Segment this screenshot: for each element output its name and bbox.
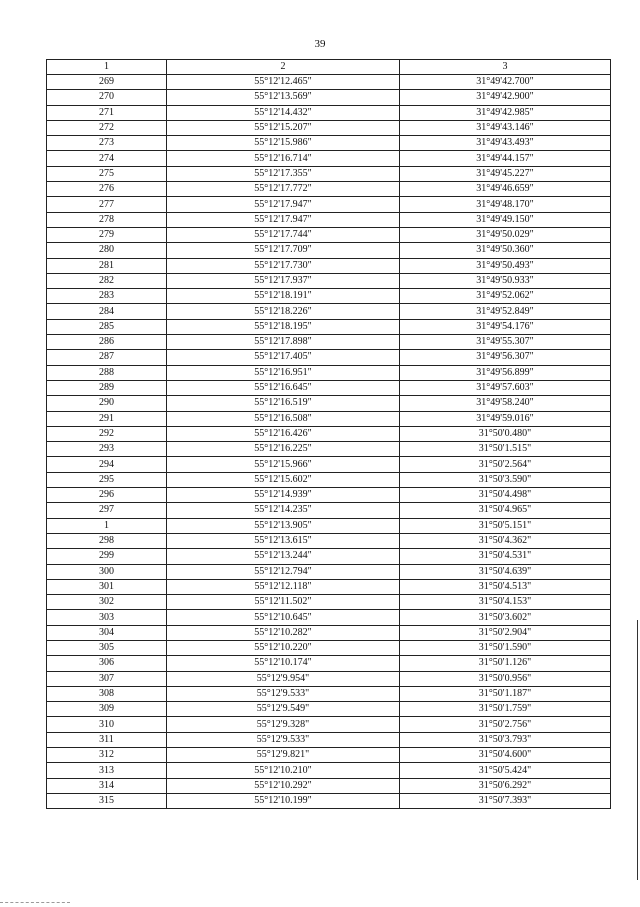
table-row [47,90,611,105]
table-row [47,595,611,610]
longitude-cell: 31°50'5.151" [400,518,611,533]
table-row [47,350,611,365]
point-number-cell: 1 [47,518,167,533]
latitude-cell: 55°12'15.602" [167,472,400,487]
point-number-cell: 291 [47,411,167,426]
latitude-cell: 55°12'16.645" [167,380,400,395]
margin-line [637,620,638,880]
point-number-cell: 314 [47,778,167,793]
latitude-cell: 55°12'17.772" [167,182,400,197]
longitude-cell: 31°50'3.793" [400,732,611,747]
latitude-cell: 55°12'9.533" [167,732,400,747]
table-row [47,426,611,441]
point-number-cell: 298 [47,533,167,548]
latitude-cell: 55°12'17.744" [167,227,400,242]
longitude-cell: 31°50'4.362" [400,533,611,548]
point-number-cell: 283 [47,289,167,304]
point-number-cell: 273 [47,136,167,151]
point-number-cell: 307 [47,671,167,686]
longitude-cell: 31°49'50.933" [400,273,611,288]
table-row [47,503,611,518]
point-number-cell: 276 [47,182,167,197]
longitude-cell: 31°50'1.515" [400,442,611,457]
footer-rule [0,902,70,903]
latitude-cell: 55°12'12.118" [167,579,400,594]
latitude-cell: 55°12'9.533" [167,686,400,701]
column-header-number: 1 [47,60,167,75]
latitude-cell: 55°12'10.645" [167,610,400,625]
table-row [47,640,611,655]
longitude-cell: 31°50'2.564" [400,457,611,472]
longitude-cell: 31°49'43.146" [400,120,611,135]
point-number-cell: 312 [47,748,167,763]
latitude-cell: 55°12'17.730" [167,258,400,273]
point-number-cell: 304 [47,625,167,640]
latitude-cell: 55°12'18.195" [167,319,400,334]
latitude-cell: 55°12'17.709" [167,243,400,258]
table-row [47,396,611,411]
point-number-cell: 294 [47,457,167,472]
point-number-cell: 285 [47,319,167,334]
point-number-cell: 311 [47,732,167,747]
table-row [47,243,611,258]
point-number-cell: 281 [47,258,167,273]
table-row [47,533,611,548]
table-row [47,732,611,747]
column-header-longitude: 3 [400,60,611,75]
longitude-cell: 31°49'52.849" [400,304,611,319]
longitude-cell: 31°49'58.240" [400,396,611,411]
table-row [47,227,611,242]
point-number-cell: 282 [47,273,167,288]
table-row [47,335,611,350]
longitude-cell: 31°49'56.307" [400,350,611,365]
table-row [47,105,611,120]
point-number-cell: 293 [47,442,167,457]
latitude-cell: 55°12'16.426" [167,426,400,441]
longitude-cell: 31°50'3.590" [400,472,611,487]
table-row [47,472,611,487]
longitude-cell: 31°49'49.150" [400,212,611,227]
latitude-cell: 55°12'12.465" [167,75,400,90]
point-number-cell: 300 [47,564,167,579]
table-row [47,304,611,319]
latitude-cell: 55°12'10.174" [167,656,400,671]
latitude-cell: 55°12'16.225" [167,442,400,457]
longitude-cell: 31°49'50.029" [400,227,611,242]
page-number: 39 [314,38,326,50]
latitude-cell: 55°12'10.199" [167,793,400,808]
longitude-cell: 31°50'4.513" [400,579,611,594]
latitude-cell: 55°12'16.951" [167,365,400,380]
longitude-cell: 31°50'4.965" [400,503,611,518]
point-number-cell: 269 [47,75,167,90]
point-number-cell: 280 [47,243,167,258]
table-row [47,686,611,701]
longitude-cell: 31°50'4.153" [400,595,611,610]
point-number-cell: 295 [47,472,167,487]
latitude-cell: 55°12'17.947" [167,212,400,227]
latitude-cell: 55°12'17.355" [167,166,400,181]
table-row [47,166,611,181]
latitude-cell: 55°12'18.226" [167,304,400,319]
latitude-cell: 55°12'17.947" [167,197,400,212]
point-number-cell: 290 [47,396,167,411]
table-row [47,289,611,304]
latitude-cell: 55°12'18.191" [167,289,400,304]
longitude-cell: 31°50'5.424" [400,763,611,778]
longitude-cell: 31°50'6.292" [400,778,611,793]
table-row [47,136,611,151]
latitude-cell: 55°12'13.569" [167,90,400,105]
point-number-cell: 287 [47,350,167,365]
table-header-row [47,60,611,75]
table-row [47,319,611,334]
latitude-cell: 55°12'10.210" [167,763,400,778]
point-number-cell: 296 [47,488,167,503]
point-number-cell: 297 [47,503,167,518]
longitude-cell: 31°49'42.700" [400,75,611,90]
point-number-cell: 303 [47,610,167,625]
longitude-cell: 31°49'45.227" [400,166,611,181]
longitude-cell: 31°49'56.899" [400,365,611,380]
point-number-cell: 306 [47,656,167,671]
latitude-cell: 55°12'13.244" [167,549,400,564]
table-row [47,182,611,197]
point-number-cell: 305 [47,640,167,655]
point-number-cell: 284 [47,304,167,319]
table-row [47,457,611,472]
longitude-cell: 31°49'59.016" [400,411,611,426]
latitude-cell: 55°12'13.905" [167,518,400,533]
table-row [47,610,611,625]
point-number-cell: 313 [47,763,167,778]
point-number-cell: 309 [47,702,167,717]
longitude-cell: 31°49'54.176" [400,319,611,334]
longitude-cell: 31°50'0.480" [400,426,611,441]
table-row [47,702,611,717]
longitude-cell: 31°49'55.307" [400,335,611,350]
coordinates-table [46,59,611,809]
longitude-cell: 31°50'4.531" [400,549,611,564]
point-number-cell: 272 [47,120,167,135]
longitude-cell: 31°49'43.493" [400,136,611,151]
latitude-cell: 55°12'14.939" [167,488,400,503]
point-number-cell: 286 [47,335,167,350]
latitude-cell: 55°12'16.508" [167,411,400,426]
point-number-cell: 274 [47,151,167,166]
table-row [47,656,611,671]
latitude-cell: 55°12'10.292" [167,778,400,793]
table-row [47,717,611,732]
latitude-cell: 55°12'9.954" [167,671,400,686]
longitude-cell: 31°50'3.602" [400,610,611,625]
point-number-cell: 299 [47,549,167,564]
table-row [47,625,611,640]
table-row [47,442,611,457]
longitude-cell: 31°50'2.756" [400,717,611,732]
point-number-cell: 292 [47,426,167,441]
latitude-cell: 55°12'10.282" [167,625,400,640]
column-header-latitude: 2 [167,60,400,75]
latitude-cell: 55°12'16.714" [167,151,400,166]
point-number-cell: 271 [47,105,167,120]
point-number-cell: 315 [47,793,167,808]
point-number-cell: 308 [47,686,167,701]
latitude-cell: 55°12'15.207" [167,120,400,135]
latitude-cell: 55°12'14.235" [167,503,400,518]
point-number-cell: 278 [47,212,167,227]
table-row [47,748,611,763]
longitude-cell: 31°50'4.600" [400,748,611,763]
table-row [47,549,611,564]
latitude-cell: 55°12'9.821" [167,748,400,763]
table-row [47,671,611,686]
table-row [47,120,611,135]
point-number-cell: 310 [47,717,167,732]
table-row [47,258,611,273]
longitude-cell: 31°50'1.187" [400,686,611,701]
table-row [47,212,611,227]
latitude-cell: 55°12'17.937" [167,273,400,288]
table-row [47,273,611,288]
longitude-cell: 31°49'50.360" [400,243,611,258]
table-row [47,793,611,808]
longitude-cell: 31°50'1.126" [400,656,611,671]
point-number-cell: 301 [47,579,167,594]
latitude-cell: 55°12'15.986" [167,136,400,151]
latitude-cell: 55°12'17.898" [167,335,400,350]
table-row [47,151,611,166]
longitude-cell: 31°49'42.900" [400,90,611,105]
table-row [47,778,611,793]
longitude-cell: 31°49'46.659" [400,182,611,197]
longitude-cell: 31°49'57.603" [400,380,611,395]
latitude-cell: 55°12'12.794" [167,564,400,579]
longitude-cell: 31°50'4.498" [400,488,611,503]
latitude-cell: 55°12'11.502" [167,595,400,610]
point-number-cell: 270 [47,90,167,105]
longitude-cell: 31°50'1.759" [400,702,611,717]
latitude-cell: 55°12'10.220" [167,640,400,655]
table-row [47,518,611,533]
table-row [47,197,611,212]
latitude-cell: 55°12'15.966" [167,457,400,472]
longitude-cell: 31°50'2.904" [400,625,611,640]
longitude-cell: 31°49'50.493" [400,258,611,273]
longitude-cell: 31°50'0.956" [400,671,611,686]
longitude-cell: 31°49'52.062" [400,289,611,304]
point-number-cell: 277 [47,197,167,212]
table-row [47,365,611,380]
table-row [47,763,611,778]
table-row [47,380,611,395]
table-body [47,75,611,809]
point-number-cell: 279 [47,227,167,242]
longitude-cell: 31°49'48.170" [400,197,611,212]
table-row [47,488,611,503]
latitude-cell: 55°12'14.432" [167,105,400,120]
latitude-cell: 55°12'13.615" [167,533,400,548]
point-number-cell: 289 [47,380,167,395]
point-number-cell: 302 [47,595,167,610]
table-row [47,579,611,594]
latitude-cell: 55°12'16.519" [167,396,400,411]
point-number-cell: 275 [47,166,167,181]
table-row [47,75,611,90]
point-number-cell: 288 [47,365,167,380]
latitude-cell: 55°12'9.328" [167,717,400,732]
longitude-cell: 31°50'1.590" [400,640,611,655]
longitude-cell: 31°49'42.985" [400,105,611,120]
latitude-cell: 55°12'17.405" [167,350,400,365]
table-row [47,411,611,426]
longitude-cell: 31°50'7.393" [400,793,611,808]
longitude-cell: 31°49'44.157" [400,151,611,166]
longitude-cell: 31°50'4.639" [400,564,611,579]
table-row [47,564,611,579]
latitude-cell: 55°12'9.549" [167,702,400,717]
